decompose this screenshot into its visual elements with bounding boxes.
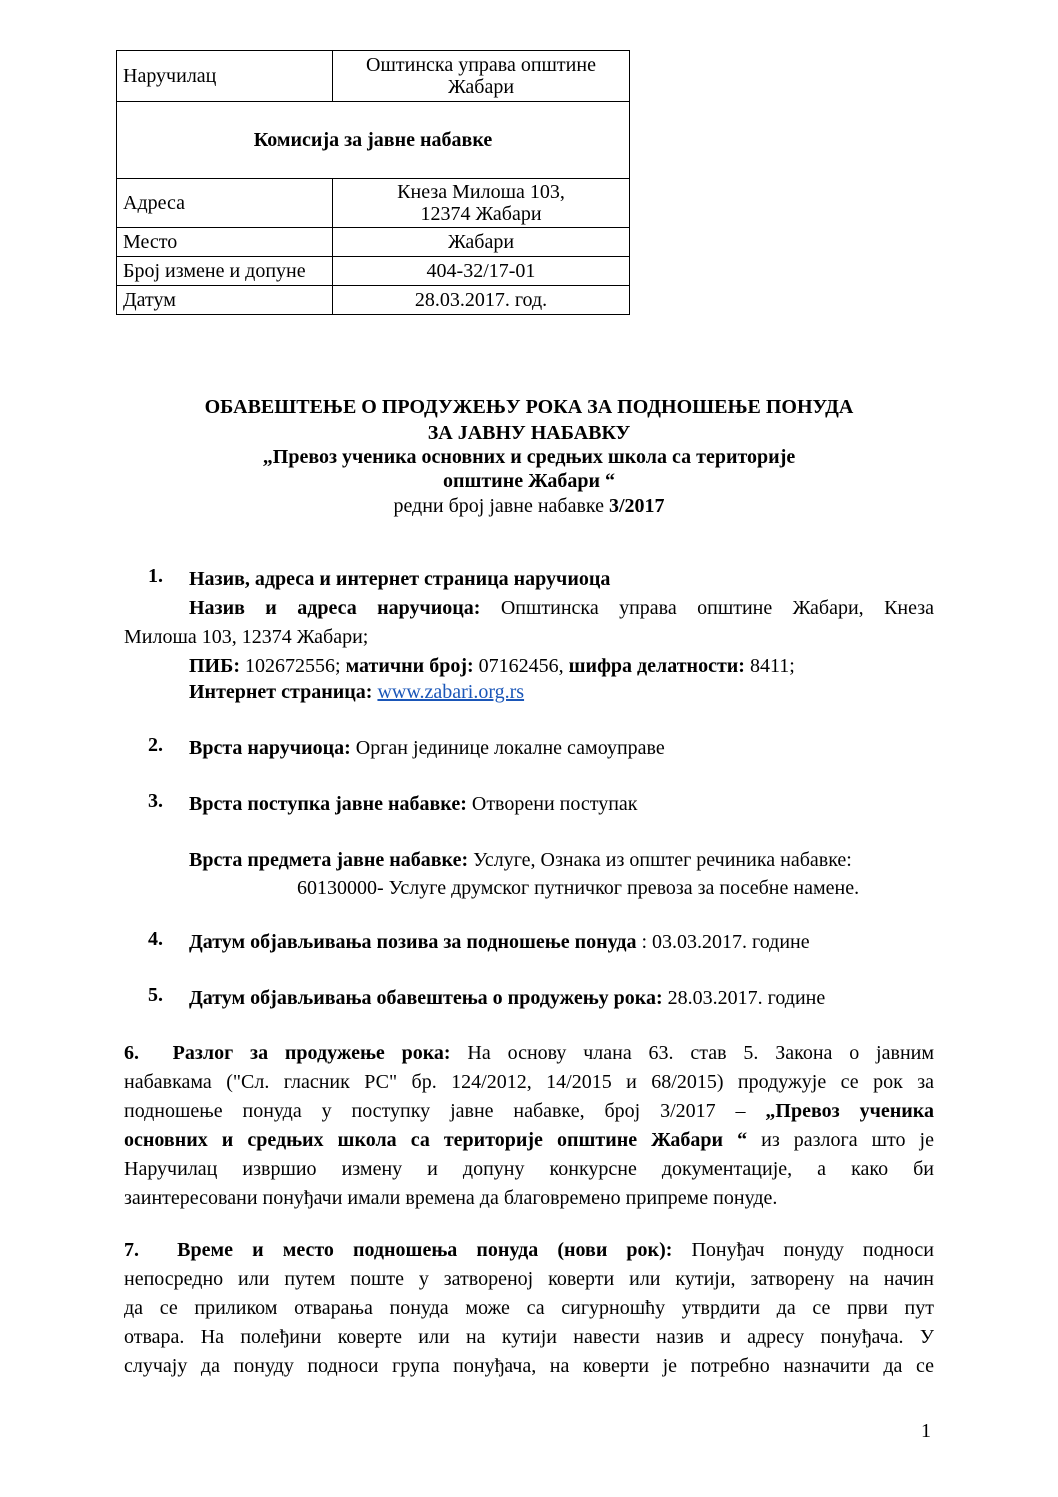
bold-label: Врста наручиоца: <box>189 737 351 759</box>
table-cell-label: Наручилац <box>117 51 333 102</box>
table-cell-value-line: Оштинска управа општине <box>366 54 596 76</box>
table-row <box>117 51 630 102</box>
paragraph-line <box>124 1126 934 1155</box>
section-number: 4. <box>148 928 163 950</box>
paragraph-line <box>124 1097 934 1126</box>
table-cell-value-line: Кнеза Милоша 103, <box>397 181 565 203</box>
section-paragraph <box>124 594 934 652</box>
bold-label: Датум објављивања обавештења о продужењу рока: <box>189 987 663 1009</box>
table-cell-value: 28.03.2017. год. <box>333 286 630 315</box>
text-run: 28.03.2017. године <box>667 987 826 1009</box>
subject-type-line <box>189 846 852 874</box>
paragraph-line <box>124 594 934 623</box>
table-cell-label: Датум <box>117 286 333 315</box>
cpv-code-line: 60130000- Услуге друмског путничког превоза за посебне намене. <box>297 877 860 899</box>
table-cell-value-line: 12374 Жабари <box>420 203 542 225</box>
procurement-number-line <box>100 493 958 519</box>
text-run: из разлога што је <box>761 1129 934 1151</box>
text-run: Отворени поступак <box>471 793 638 815</box>
paragraph-line: заинтересовани понуђачи имали времена да благовремено припреме понуде. <box>124 1187 778 1209</box>
bold-label: Врста поступка јавне набавке: <box>189 793 467 815</box>
bold-label: Разлог за продужење рока: <box>172 1042 451 1064</box>
section-number: 3. <box>148 790 163 812</box>
text-run: 8411; <box>749 655 795 677</box>
text-run: Услуге, Ознака из општег речиника набавке: <box>473 849 852 871</box>
procurement-subject-line: општине Жабари “ <box>442 470 616 492</box>
bold-label: Време и место подношења понуда (нови рок): <box>177 1239 673 1261</box>
text-run: подношење понуда у поступку јавне набавке, број 3/2017 – <box>124 1100 766 1122</box>
text-run: 102672556; <box>245 655 341 677</box>
section-number: 1. <box>148 565 163 587</box>
section-number: 7. <box>124 1239 139 1261</box>
bold-label: Датум објављивања позива за подношење понуда <box>189 931 637 953</box>
procurement-number: 3/2017 <box>609 495 665 517</box>
table-cell-value: 404-32/17-01 <box>333 257 630 286</box>
text-run: Понуђач понуду подноси <box>691 1239 934 1261</box>
text-run: Орган јединице локалне самоуправе <box>355 737 665 759</box>
paragraph-line: Милоша 103, 12374 Жабари; <box>124 626 369 648</box>
section-paragraph <box>124 1236 934 1381</box>
bold-label: Назив и адреса наручиоца: <box>189 597 481 619</box>
paragraph-line: отвара. На полеђини коверте или на кутији навести назив и адресу понуђача. У <box>124 1326 934 1348</box>
website-line <box>189 678 524 706</box>
table-cell-value: Жабари <box>333 228 630 257</box>
text-run: На основу члана 63. став 5. Закона о јавним <box>467 1042 934 1064</box>
text-run: Општинска управа општине Жабари, Кнеза <box>500 597 935 619</box>
paragraph-line: набавкама ("Сл. гласник РС" бр. 124/2012, 14/2015 и 68/2015) продужује се рок за <box>124 1071 934 1093</box>
tax-ids-line <box>189 652 795 680</box>
table-row <box>117 228 630 257</box>
bold-label: шифра делатности: <box>563 655 745 677</box>
paragraph-line <box>124 1236 934 1265</box>
section-number: 6. <box>124 1042 139 1064</box>
paragraph-line <box>124 1039 934 1068</box>
table-row <box>117 102 630 179</box>
table-cell-value <box>333 51 630 102</box>
section-number: 5. <box>148 984 163 1006</box>
table-cell-label: Место <box>117 228 333 257</box>
procurement-number-label: редни број јавне набавке <box>393 495 609 517</box>
table-row <box>117 179 630 228</box>
table-cell-label: Адреса <box>117 179 333 228</box>
section-number: 2. <box>148 734 163 756</box>
paragraph-line: случају да понуду подноси група понуђача, на коверти је потребно назначити да се <box>124 1355 934 1377</box>
page-number: 1 <box>921 1420 931 1442</box>
website-link[interactable]: www.zabari.org.rs <box>377 681 525 703</box>
section-line <box>189 790 638 818</box>
procurement-subject-line: „Превоз ученика основних и средњих школа са територије <box>262 446 796 468</box>
header-table <box>116 50 630 315</box>
table-cell-value-line: Жабари <box>447 76 515 98</box>
table-row <box>117 286 630 315</box>
table-cell-value <box>333 179 630 228</box>
paragraph-line: да се приликом отварања понуда може са сигурношћу утврдити да се први пут <box>124 1297 934 1319</box>
bold-label: основних и средњих школа са територије општине Жабари “ <box>124 1129 748 1151</box>
commission-heading: Комисија за јавне набавке <box>117 102 630 179</box>
table-row <box>117 257 630 286</box>
bold-label: „Превоз ученика <box>765 1100 934 1122</box>
table-cell-label: Број измене и допуне <box>117 257 333 286</box>
section-line <box>189 734 665 762</box>
bold-label: матични број: <box>345 655 474 677</box>
section-line <box>189 984 825 1012</box>
bold-label: Врста предмета јавне набавке: <box>189 849 469 871</box>
notice-title-line: ЗА ЈАВНУ НАБАВКУ <box>427 422 631 444</box>
bold-label: ПИБ: <box>189 655 240 677</box>
paragraph-line: Наручилац извршио измену и допуну конкурсне документације, а како би <box>124 1158 934 1180</box>
section-heading: Назив, адреса и интернет страница наручиоца <box>189 568 611 590</box>
paragraph-line: непосредно или путем поште у затвореној коверти или кутији, затворену на начин <box>124 1268 934 1290</box>
section-line <box>189 928 810 956</box>
text-run: 07162456, <box>478 655 564 677</box>
text-run: : 03.03.2017. године <box>641 931 810 953</box>
bold-label: Интернет страница: <box>189 681 373 703</box>
section-paragraph <box>124 1039 934 1213</box>
notice-title-line: ОБАВЕШТЕЊЕ О ПРОДУЖЕЊУ РОКА ЗА ПОДНОШЕЊЕ ПОНУДА <box>204 396 854 418</box>
